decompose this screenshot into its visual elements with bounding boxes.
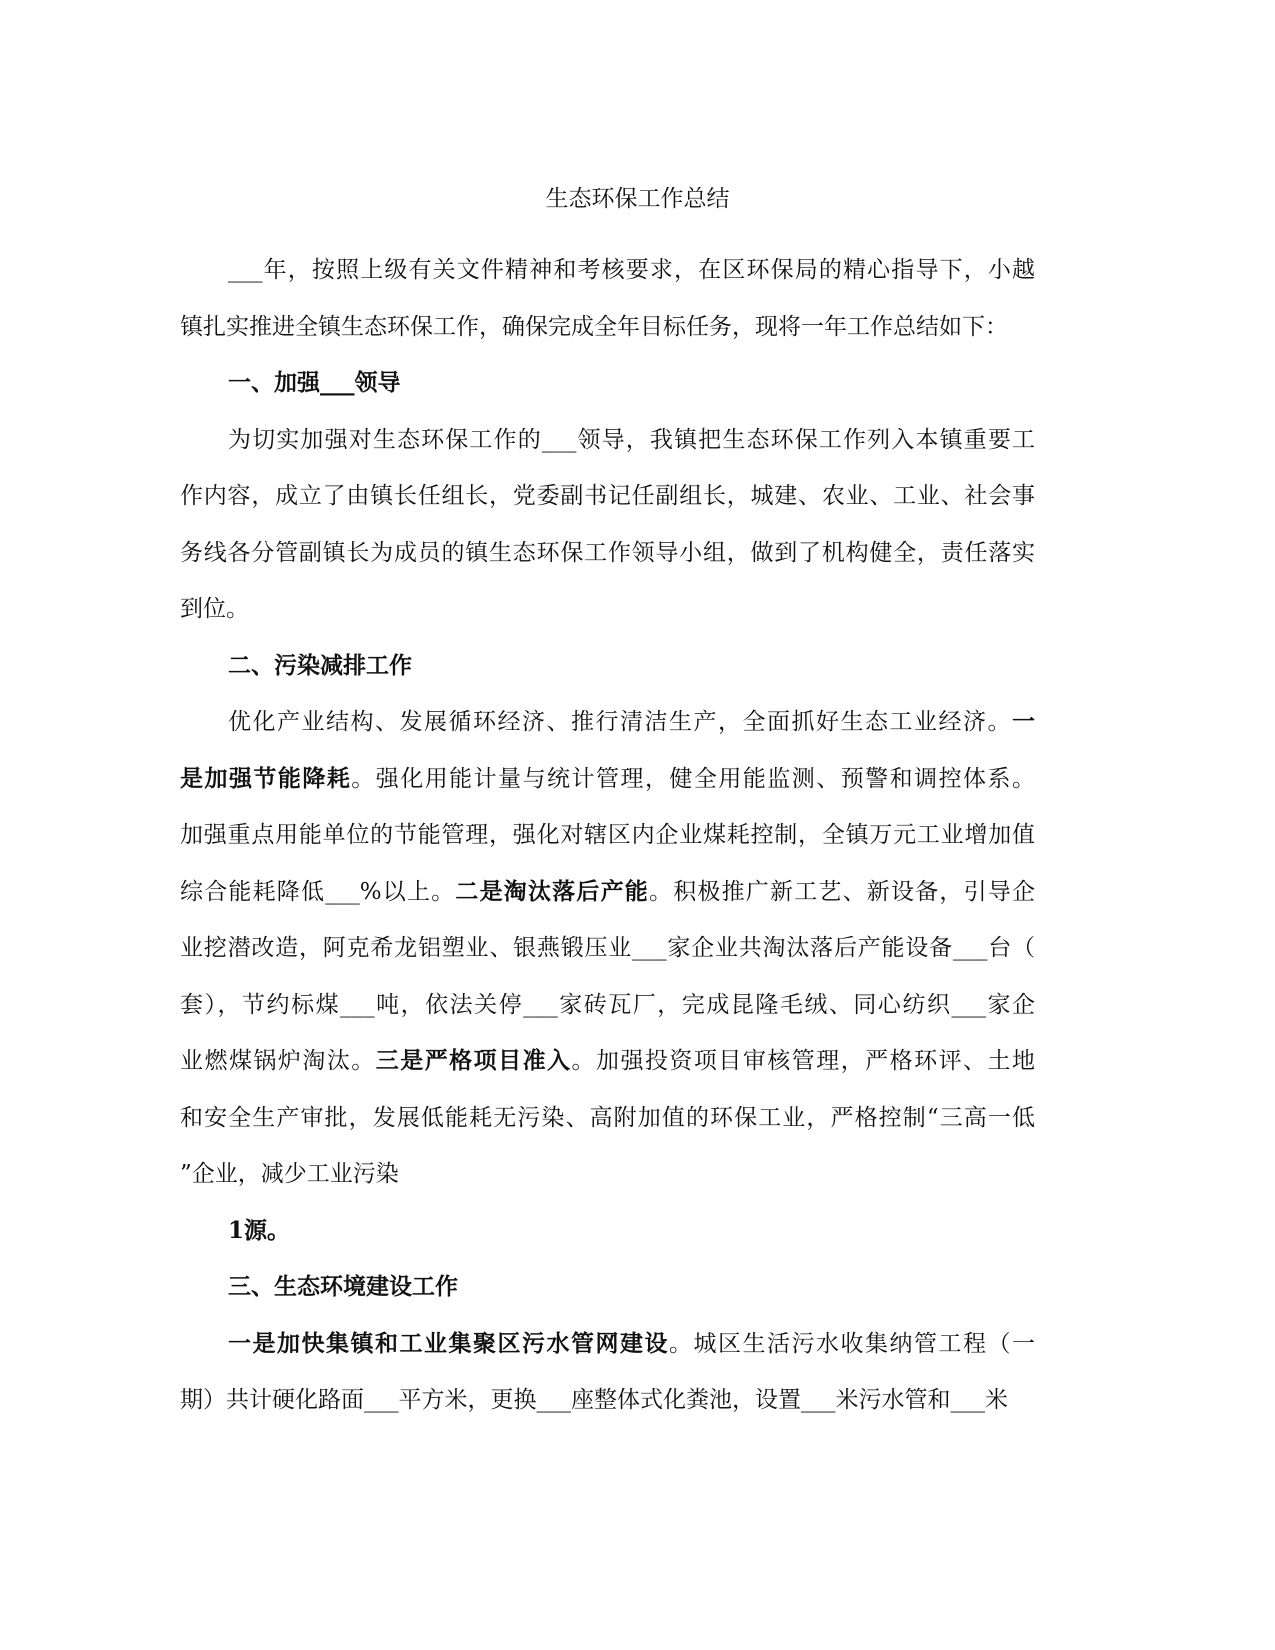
paragraph-line: [180, 764, 1035, 794]
text-run: 。积极推广新工艺、新设备，引导企: [649, 878, 1036, 905]
paragraph-line: [228, 1216, 1035, 1246]
section-heading: [228, 1272, 1035, 1302]
text-run: 业燃煤锅炉淘汰。: [180, 1048, 376, 1074]
text-run: 和安全生产审批，发展低能耗无污染、高附加值的环保工业，严格控制“三高一低: [180, 1104, 1035, 1131]
document-title: 生态环保工作总结: [545, 186, 730, 212]
paragraph-line: [180, 990, 1035, 1020]
bold-text: 一、加强___领导: [228, 369, 401, 396]
text-run: 业挖潜改造，阿克希龙铝塑业、银燕锻压业___家企业共淘汰落后产能设备___台（: [180, 935, 1035, 961]
bold-text: 三、生态环境建设工作: [228, 1273, 458, 1300]
text-run: 。加强投资项目审核管理，严格环评、土地: [571, 1048, 1036, 1074]
paragraph-line: [180, 1103, 1035, 1133]
text-run: 期）共计硬化路面___平方米，更换___座整体式化粪池，设置___米污水管和___米: [180, 1387, 1008, 1413]
paragraph-line: [180, 481, 1035, 511]
paragraph-line: [228, 707, 1035, 737]
bold-text: 是加强节能降耗: [180, 764, 352, 792]
text-run: 作内容，成立了由镇长任组长，党委副书记任副组长，城建、农业、工业、社会事: [180, 483, 1035, 509]
text-run: ___年，按照上级有关文件精神和考核要求，在区环保局的精心指导下，小越: [228, 257, 1035, 283]
text-run: 。城区生活污水收集纳管工程（一: [669, 1330, 1035, 1357]
paragraph-line: [228, 255, 1035, 285]
paragraph-line: [180, 820, 1035, 850]
text-run: 加强重点用能单位的节能管理，强化对辖区内企业煤耗控制，全镇万元工业增加值: [180, 822, 1035, 848]
text-run: 套），节约标煤___吨，依法关停___家砖瓦厂，完成昆隆毛绒、同心纺织___家企: [180, 991, 1035, 1018]
paragraph-line: [180, 312, 1035, 342]
paragraph-line: [228, 425, 1035, 455]
bold-text: 一是加快集镇和工业集聚区污水管网建设: [228, 1329, 669, 1357]
text-run: 为切实加强对生态环保工作的___领导，我镇把生态环保工作列入本镇重要工: [228, 426, 1035, 453]
section-heading: [228, 651, 1035, 681]
paragraph-line: [180, 1046, 1035, 1076]
text-run: 综合能耗降低___%以上。: [180, 878, 456, 905]
paragraph-line: [228, 1329, 1035, 1359]
paragraph-line: [180, 538, 1035, 568]
paragraph-line: [180, 594, 1035, 624]
text-run: 到位。: [180, 596, 249, 622]
paragraph-line: [180, 877, 1035, 907]
text-run: 务线各分管副镇长为成员的镇生态环保工作领导小组，做到了机构健全，责任落实: [180, 539, 1035, 566]
text-run: 镇扎实推进全镇生态环保工作，确保完成全年目标任务，现将一年工作总结如下：: [180, 313, 1008, 340]
bold-text: 二、污染减排工作: [228, 651, 412, 679]
paragraph-line: [180, 933, 1035, 963]
section-heading: [228, 368, 1035, 398]
bold-text: 二是淘汰落后产能: [455, 877, 649, 905]
bold-text: 1源。: [228, 1216, 291, 1244]
paragraph-line: [180, 1159, 1035, 1189]
bold-text: 三是严格项目准入: [375, 1047, 572, 1074]
text-run: 优化产业结构、发展循环经济、推行清洁生产，全面抓好生态工业经济。: [228, 709, 1012, 735]
paragraph-line: [180, 1385, 1035, 1415]
bold-text: 一: [1012, 708, 1035, 735]
text-run: 。强化用能计量与统计管理，健全用能监测、预警和调控体系。: [351, 765, 1036, 792]
text-run: ”企业，减少工业污染: [180, 1161, 399, 1187]
